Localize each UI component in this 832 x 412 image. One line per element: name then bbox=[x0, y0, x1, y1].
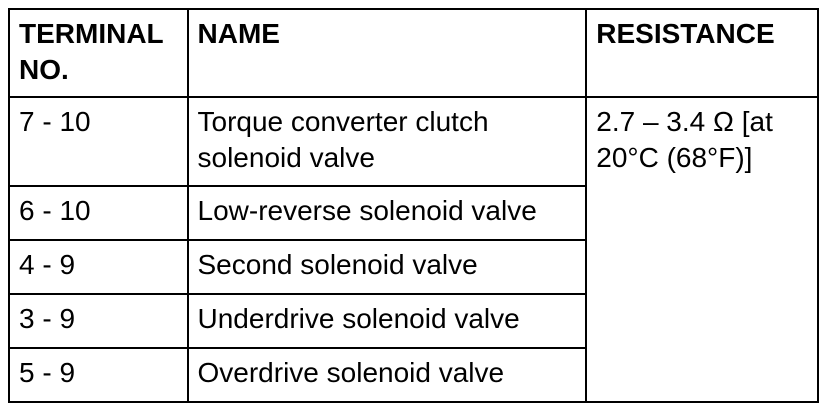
terminal-cell: 5 - 9 bbox=[9, 348, 188, 402]
terminal-cell: 7 - 10 bbox=[9, 97, 188, 186]
header-resistance: RESISTANCE bbox=[586, 9, 818, 97]
header-name: NAME bbox=[188, 9, 587, 97]
solenoid-resistance-table bbox=[8, 8, 819, 403]
name-cell: Underdrive solenoid valve bbox=[188, 294, 587, 348]
name-cell: Second solenoid valve bbox=[188, 240, 587, 294]
table-row bbox=[9, 97, 818, 186]
header-terminal-no: TERMINAL NO. bbox=[9, 9, 188, 97]
name-cell: Overdrive solenoid valve bbox=[188, 348, 587, 402]
resistance-value-cell: 2.7 – 3.4 Ω [at 20°C (68°F)] bbox=[586, 97, 818, 402]
terminal-cell: 6 - 10 bbox=[9, 186, 188, 240]
name-cell: Torque converter clutch solenoid valve bbox=[188, 97, 587, 186]
terminal-cell: 3 - 9 bbox=[9, 294, 188, 348]
terminal-cell: 4 - 9 bbox=[9, 240, 188, 294]
header-row bbox=[9, 9, 818, 97]
name-cell: Low-reverse solenoid valve bbox=[188, 186, 587, 240]
